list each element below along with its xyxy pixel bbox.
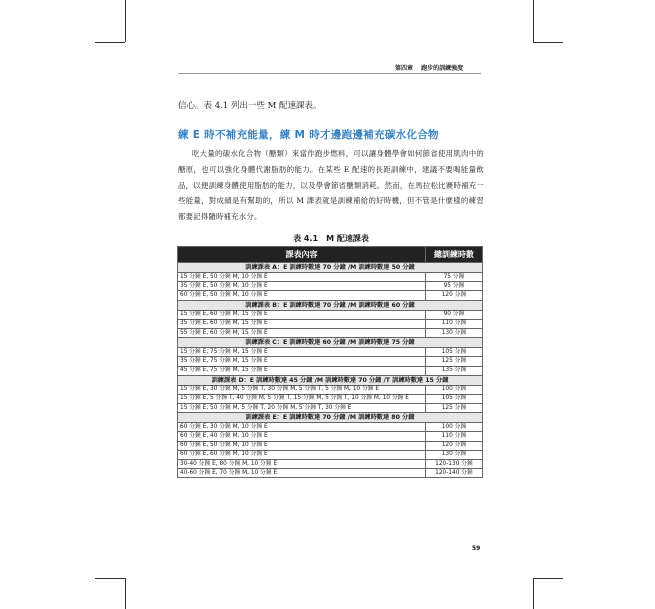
plan-header-row — [178, 413, 483, 423]
workout-total-time: 100 分鐘 — [426, 423, 483, 432]
workout-total-time: 95 分鐘 — [426, 282, 483, 291]
workout-total-time: 135 分鐘 — [426, 366, 483, 375]
table-row — [178, 441, 483, 450]
plan-header-row — [178, 263, 483, 273]
workout-total-time: 110 分鐘 — [426, 432, 483, 441]
header-content: 課表內容 — [178, 247, 426, 263]
workout-table — [177, 246, 483, 478]
table-row — [178, 328, 483, 337]
plan-header-row — [178, 300, 483, 310]
table-caption: 表 4.1 M 配速課表 — [293, 234, 369, 243]
table-row — [178, 348, 483, 357]
table-row — [178, 366, 483, 375]
workout-total-time: 130 分鐘 — [426, 450, 483, 459]
header-total-time: 總訓練時數 — [426, 247, 483, 263]
workout-total-time: 120 分鐘 — [426, 441, 483, 450]
chapter-title: 跑步的訓練強度 — [421, 65, 464, 72]
workout-description: 60 分鐘 E, 60 分鐘 M, 10 分鐘 E — [178, 450, 426, 459]
table-body — [178, 263, 483, 478]
workout-description: 15 分鐘 E, 75 分鐘 M, 15 分鐘 E — [178, 348, 426, 357]
crop-mark — [95, 42, 125, 43]
workout-total-time: 125 分鐘 — [426, 357, 483, 366]
table-row — [178, 291, 483, 300]
workout-description: 35 分鐘 E, 75 分鐘 M, 15 分鐘 E — [178, 357, 426, 366]
table-row — [178, 404, 483, 413]
plan-title: 訓練課表 E：E 訓練時數達 70 分鐘 /M 訓練時數達 80 分鐘 — [178, 413, 483, 423]
crop-mark — [533, 578, 563, 579]
table-row — [178, 273, 483, 282]
crop-mark — [533, 42, 563, 43]
crop-mark — [533, 0, 534, 42]
workout-description: 35 分鐘 E, 60 分鐘 M, 15 分鐘 E — [178, 319, 426, 328]
table-row — [178, 423, 483, 432]
table-row — [178, 394, 483, 403]
workout-total-time: 125 分鐘 — [426, 404, 483, 413]
workout-total-time: 120-130 分鐘 — [426, 460, 483, 469]
plan-header-row — [178, 375, 483, 385]
workout-description: 15 分鐘 E, 30 分鐘 M, 5 分鐘 T, 30 分鐘 M, 5 分鐘 T, 5 分鐘 M, 10 分鐘 E — [178, 385, 426, 394]
table-row — [178, 282, 483, 291]
crop-mark — [125, 0, 126, 42]
crop-mark — [125, 578, 126, 609]
table-row — [178, 319, 483, 328]
workout-total-time: 90 分鐘 — [426, 310, 483, 319]
workout-description: 55 分鐘 E, 60 分鐘 M, 15 分鐘 E — [178, 328, 426, 337]
table-row — [178, 310, 483, 319]
workout-total-time: 120 分鐘 — [426, 291, 483, 300]
workout-description: 15 分鐘 E, 50 分鐘 M, 10 分鐘 E — [178, 273, 426, 282]
workout-description: 30-40 分鐘 E, 80 分鐘 M, 10 分鐘 E — [178, 460, 426, 469]
workout-description: 45 分鐘 E, 75 分鐘 M, 15 分鐘 E — [178, 366, 426, 375]
table-row — [178, 460, 483, 469]
workout-total-time: 130 分鐘 — [426, 328, 483, 337]
workout-description: 60 分鐘 E, 30 分鐘 M, 10 分鐘 E — [178, 423, 426, 432]
plan-title: 訓練課表 A：E 訓練時數達 70 分鐘 /M 訓練時數達 50 分鐘 — [178, 263, 483, 273]
body-paragraph: 吃大量的碳水化合物（醣類）來當作跑步燃料，可以讓身體學會如何節省使用肌肉中的醣原，也可以強化身體代謝脂肪的能力。在某些 E 配速的長距訓練中，建議不要喝能量飲品，以便訓練身體使用脂肪的能力，以及學會節省醣類消耗。然而，在馬拉松比賽時補充一些能量，對成績是有幫助的，所以 M 課表就是訓練補給的好時機，但不管是什麼樣的練習都要記得隨時補充水分。 — [178, 149, 484, 222]
chapter-label: 第四章 — [395, 65, 414, 72]
workout-description: 60 分鐘 E, 50 分鐘 M, 10 分鐘 E — [178, 441, 426, 450]
workout-total-time: 105 分鐘 — [426, 348, 483, 357]
header-rule — [178, 73, 481, 74]
plan-title: 訓練課表 D：E 訓練時數達 45 分鐘 /M 訓練時數達 70 分鐘 /T 訓練時數達 15 分鐘 — [178, 375, 483, 385]
workout-total-time: 110 分鐘 — [426, 319, 483, 328]
running-header — [395, 63, 463, 72]
table-row — [178, 450, 483, 459]
intro-paragraph: 信心。表 4.1 列出一些 M 配速課表。 — [178, 101, 322, 111]
workout-description: 35 分鐘 E, 50 分鐘 M, 10 分鐘 E — [178, 282, 426, 291]
workout-description: 60 分鐘 E, 50 分鐘 M, 10 分鐘 E — [178, 291, 426, 300]
crop-mark — [95, 578, 125, 579]
table-row — [178, 385, 483, 394]
table-row — [178, 469, 483, 478]
crop-mark — [533, 578, 534, 609]
table-row — [178, 357, 483, 366]
table-row — [178, 432, 483, 441]
plan-header-row — [178, 338, 483, 348]
page-number: 59 — [472, 545, 481, 552]
section-heading: 練 E 時不補充能量，練 M 時才邊跑邊補充碳水化合物 — [178, 129, 439, 141]
workout-description: 15 分鐘 E, 60 分鐘 M, 15 分鐘 E — [178, 310, 426, 319]
workout-description: 60 分鐘 E, 40 分鐘 M, 10 分鐘 E — [178, 432, 426, 441]
workout-description: 15 分鐘 E, 5 分鐘 T, 40 分鐘 M, 5 分鐘 T, 15 分鐘 M, 5 分鐘 T, 10 分鐘 M, 10 分鐘 E — [178, 394, 426, 403]
workout-total-time: 105 分鐘 — [426, 394, 483, 403]
plan-title: 訓練課表 C：E 訓練時數達 60 分鐘 /M 訓練時數達 75 分鐘 — [178, 338, 483, 348]
workout-total-time: 75 分鐘 — [426, 273, 483, 282]
workout-total-time: 100 分鐘 — [426, 385, 483, 394]
plan-title: 訓練課表 B：E 訓練時數達 70 分鐘 /M 訓練時數達 60 分鐘 — [178, 300, 483, 310]
workout-total-time: 120-140 分鐘 — [426, 469, 483, 478]
workout-description: 15 分鐘 E, 50 分鐘 M, 5 分鐘 T, 20 分鐘 M, 5 分鐘 T, 30 分鐘 E — [178, 404, 426, 413]
workout-description: 40-60 分鐘 E, 70 分鐘 M, 10 分鐘 E — [178, 469, 426, 478]
